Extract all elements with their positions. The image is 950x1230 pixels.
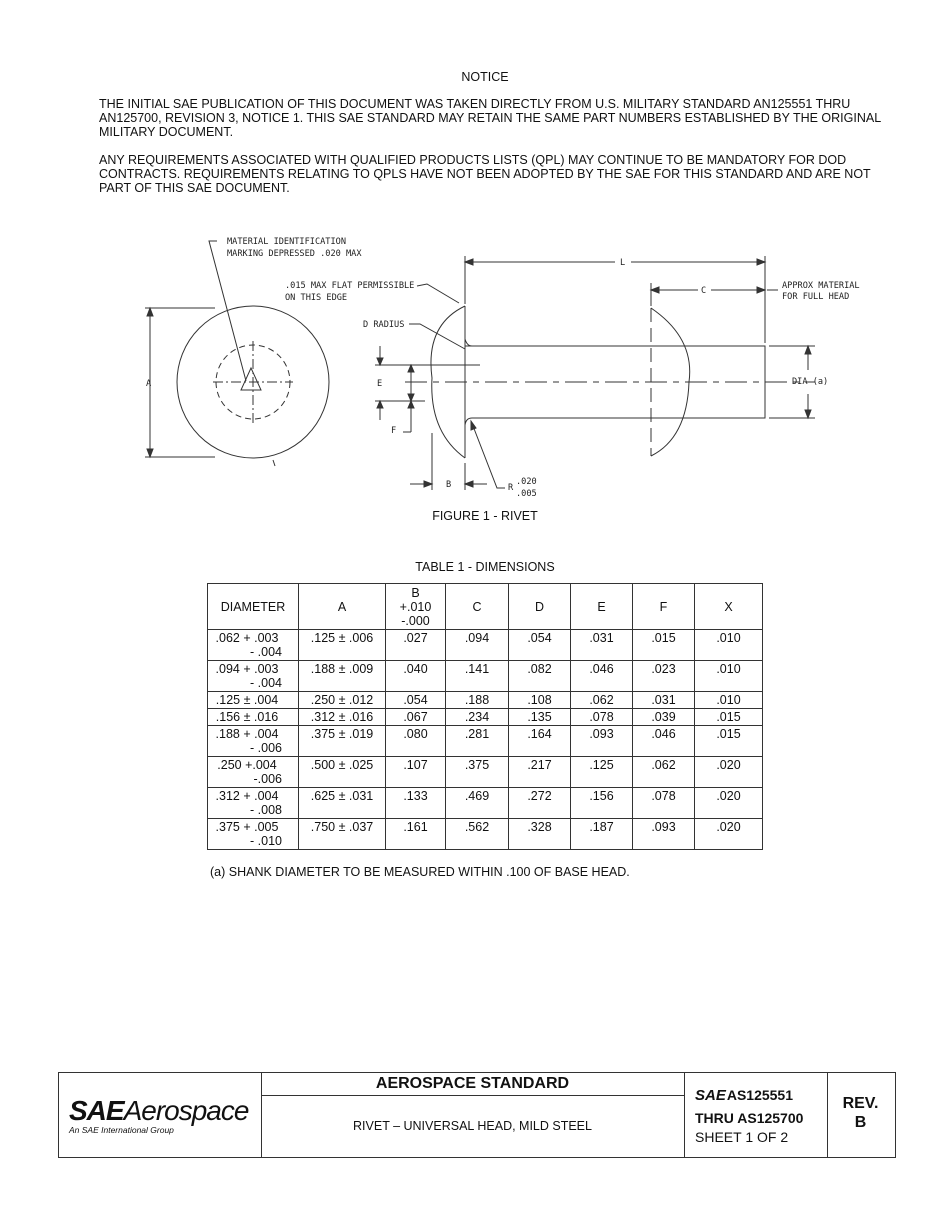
notice-title: NOTICE bbox=[461, 70, 509, 84]
e-label: E bbox=[377, 379, 383, 389]
cell-d: .135 bbox=[509, 709, 571, 726]
cell-f: .046 bbox=[633, 726, 695, 757]
cell-b: .161 bbox=[386, 819, 446, 850]
cell-f: .039 bbox=[633, 709, 695, 726]
sae-mini-logo: SAE bbox=[695, 1087, 726, 1104]
cell-e: .125 bbox=[571, 757, 633, 788]
header-a: A bbox=[299, 584, 386, 630]
cell-diameter: .125 ± .004 bbox=[208, 692, 299, 709]
cell-c: .234 bbox=[446, 709, 509, 726]
cell-x: .010 bbox=[695, 692, 763, 709]
cell-e: .031 bbox=[571, 630, 633, 661]
approx-material-label-2: FOR FULL HEAD bbox=[782, 292, 850, 302]
header-b: B +.010 -.000 bbox=[386, 584, 446, 630]
cell-e: .093 bbox=[571, 726, 633, 757]
b-label: B bbox=[446, 480, 452, 490]
cell-a: .375 ± .019 bbox=[299, 726, 386, 757]
standard-heading: AEROSPACE STANDARD bbox=[261, 1073, 684, 1096]
cell-diameter: .156 ± .016 bbox=[208, 709, 299, 726]
marking-label-2: MARKING DEPRESSED .020 MAX bbox=[227, 249, 362, 259]
l-label: L bbox=[620, 258, 626, 268]
header-e: E bbox=[571, 584, 633, 630]
cell-diameter: .094 + .003 - .004 bbox=[208, 661, 299, 692]
title-block bbox=[58, 1072, 896, 1158]
cell-b: .067 bbox=[386, 709, 446, 726]
cell-f: .062 bbox=[633, 757, 695, 788]
c-label: C bbox=[701, 286, 707, 296]
cell-d: .328 bbox=[509, 819, 571, 850]
document-number-range: THRU AS125700 bbox=[695, 1110, 804, 1126]
cell-diameter: .312 + .004 - .008 bbox=[208, 788, 299, 819]
cell-d: .082 bbox=[509, 661, 571, 692]
cell-f: .093 bbox=[633, 819, 695, 850]
sae-aerospace-logo bbox=[59, 1073, 262, 1157]
marking-label-1: MATERIAL IDENTIFICATION bbox=[227, 237, 346, 247]
table-row bbox=[208, 709, 763, 726]
cell-x: .020 bbox=[695, 757, 763, 788]
document-number: SAEAS125551 bbox=[695, 1087, 794, 1104]
f-label: F bbox=[391, 426, 397, 436]
cell-e: .156 bbox=[571, 788, 633, 819]
cell-x: .010 bbox=[695, 630, 763, 661]
cell-e: .046 bbox=[571, 661, 633, 692]
document-title: RIVET – UNIVERSAL HEAD, MILD STEEL bbox=[353, 1119, 592, 1133]
sheet-number: SHEET 1 OF 2 bbox=[695, 1129, 789, 1145]
cell-d: .164 bbox=[509, 726, 571, 757]
cell-x: .015 bbox=[695, 726, 763, 757]
cell-diameter: .188 + .004 - .006 bbox=[208, 726, 299, 757]
cell-a: .750 ± .037 bbox=[299, 819, 386, 850]
cell-c: .094 bbox=[446, 630, 509, 661]
approx-material-label-1: APPROX MATERIAL bbox=[782, 281, 860, 291]
cell-b: .080 bbox=[386, 726, 446, 757]
notice-paragraph-2: ANY REQUIREMENTS ASSOCIATED WITH QUALIFIED PRODUCTS LISTS (QPL) MAY CONTINUE TO BE MANDATORY FOR DOD CONTRACTS. REQUIREMENTS RELATING TO QPLS HAVE NOT BEEN ADOPTED BY THE SAE FOR THIS STANDARD AND ARE NOT PART OF THIS SAE DOCUMENT. bbox=[99, 153, 871, 195]
cell-d: .054 bbox=[509, 630, 571, 661]
cell-a: .500 ± .025 bbox=[299, 757, 386, 788]
table-row bbox=[208, 757, 763, 788]
cell-a: .125 ± .006 bbox=[299, 630, 386, 661]
header-d: D bbox=[509, 584, 571, 630]
cell-f: .023 bbox=[633, 661, 695, 692]
header-diameter: DIAMETER bbox=[208, 584, 299, 630]
cell-c: .562 bbox=[446, 819, 509, 850]
flat-edge-label-1: .015 MAX FLAT PERMISSIBLE bbox=[285, 281, 415, 291]
cell-b: .107 bbox=[386, 757, 446, 788]
cell-c: .281 bbox=[446, 726, 509, 757]
cell-diameter: .250 +.004 -.006 bbox=[208, 757, 299, 788]
cell-diameter: .062 + .003 - .004 bbox=[208, 630, 299, 661]
d-radius-label: D RADIUS bbox=[363, 320, 405, 330]
r-upper-value: .020 bbox=[516, 477, 537, 487]
flat-edge-label-2: ON THIS EDGE bbox=[285, 293, 348, 303]
cell-diameter: .375 + .005 - .010 bbox=[208, 819, 299, 850]
notice-paragraph-1: THE INITIAL SAE PUBLICATION OF THIS DOCUMENT WAS TAKEN DIRECTLY FROM U.S. MILITARY STANDARD AN125551 THRU AN125700, REVISION 3, NOTICE 1. THIS SAE STANDARD MAY RETAIN THE SAME PART NUMBERS ESTABLISHED BY THE ORIGINAL MILITARY DOCUMENT. bbox=[99, 97, 881, 139]
document-number-cell bbox=[684, 1073, 828, 1157]
cell-b: .133 bbox=[386, 788, 446, 819]
table-row bbox=[208, 726, 763, 757]
r-lower-value: .005 bbox=[516, 489, 537, 499]
a-label: A bbox=[146, 379, 152, 389]
table-row bbox=[208, 692, 763, 709]
cell-d: .217 bbox=[509, 757, 571, 788]
dimensions-table bbox=[207, 583, 763, 850]
dia-label: DIA (a) bbox=[792, 377, 829, 387]
cell-b: .054 bbox=[386, 692, 446, 709]
cell-x: .020 bbox=[695, 819, 763, 850]
figure-caption: FIGURE 1 - RIVET bbox=[432, 509, 538, 523]
table-row bbox=[208, 819, 763, 850]
revision-value: B bbox=[854, 1114, 867, 1131]
table-footnote: (a) SHANK DIAMETER TO BE MEASURED WITHIN .100 OF BASE HEAD. bbox=[210, 865, 630, 879]
table-row bbox=[208, 788, 763, 819]
table-row bbox=[208, 661, 763, 692]
r-label: R bbox=[508, 483, 514, 493]
table-row bbox=[208, 630, 763, 661]
cell-a: .625 ± .031 bbox=[299, 788, 386, 819]
cell-a: .188 ± .009 bbox=[299, 661, 386, 692]
rivet-figure bbox=[135, 228, 875, 503]
header-c: C bbox=[446, 584, 509, 630]
header-x: X bbox=[695, 584, 763, 630]
cell-f: .078 bbox=[633, 788, 695, 819]
cell-d: .272 bbox=[509, 788, 571, 819]
header-f: F bbox=[633, 584, 695, 630]
cell-f: .015 bbox=[633, 630, 695, 661]
logo-wordmark: SAEAerospace bbox=[69, 1095, 249, 1126]
cell-d: .108 bbox=[509, 692, 571, 709]
cell-x: .010 bbox=[695, 661, 763, 692]
cell-f: .031 bbox=[633, 692, 695, 709]
table-header-row bbox=[208, 584, 763, 630]
cell-e: .187 bbox=[571, 819, 633, 850]
revision-label: REV. bbox=[842, 1095, 879, 1112]
table-caption: TABLE 1 - DIMENSIONS bbox=[415, 560, 555, 574]
revision-cell bbox=[826, 1073, 895, 1157]
cell-c: .141 bbox=[446, 661, 509, 692]
cell-c: .469 bbox=[446, 788, 509, 819]
cell-c: .375 bbox=[446, 757, 509, 788]
cell-b: .027 bbox=[386, 630, 446, 661]
cell-x: .015 bbox=[695, 709, 763, 726]
cell-e: .062 bbox=[571, 692, 633, 709]
cell-a: .250 ± .012 bbox=[299, 692, 386, 709]
identification-triangle bbox=[241, 368, 261, 390]
logo-tagline: An SAE International Group bbox=[69, 1125, 174, 1135]
cell-a: .312 ± .016 bbox=[299, 709, 386, 726]
cell-c: .188 bbox=[446, 692, 509, 709]
rivet-shank bbox=[465, 346, 765, 425]
cell-x: .020 bbox=[695, 788, 763, 819]
cell-e: .078 bbox=[571, 709, 633, 726]
cell-b: .040 bbox=[386, 661, 446, 692]
